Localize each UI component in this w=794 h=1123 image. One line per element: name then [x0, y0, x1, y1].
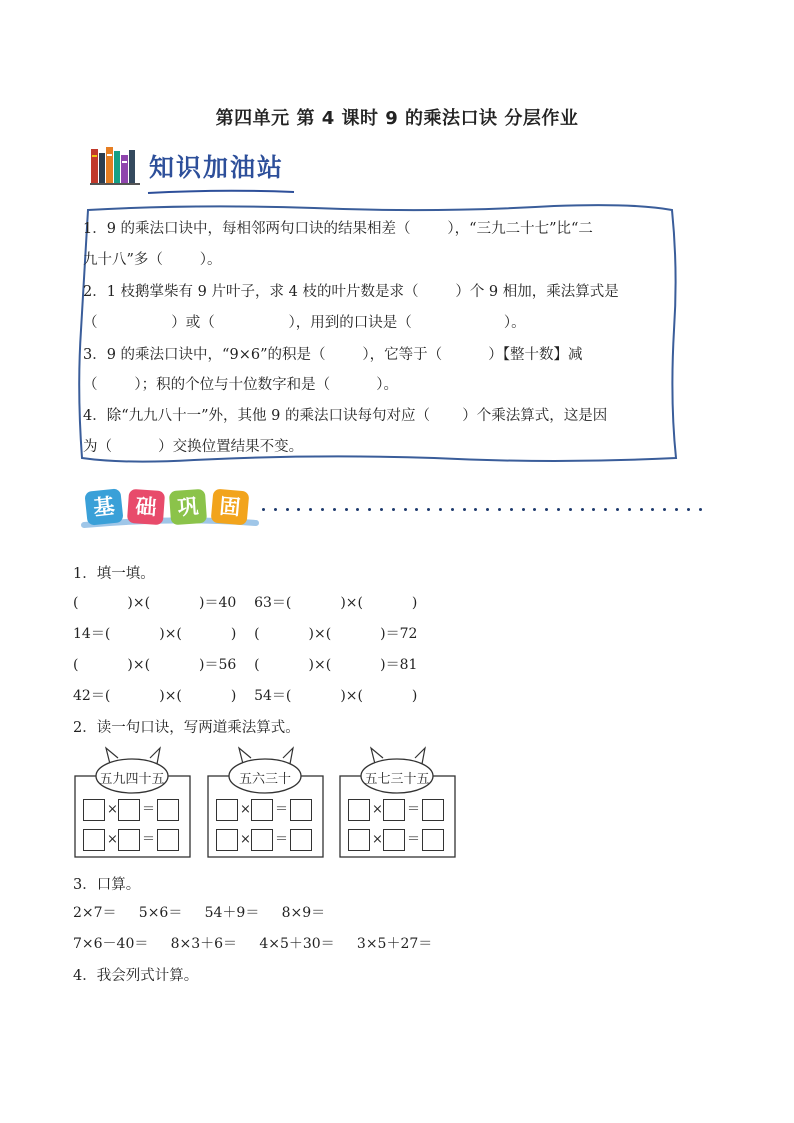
answer-box[interactable]: [83, 829, 105, 851]
knowledge-line-8: 为（ ）交换位置结果不变。: [83, 439, 304, 455]
divider-dot: [675, 508, 678, 511]
knowledge-line-5: 3．9 的乘法口诀中，“9×6”的积是（ ），它等于（ ）【整十数】减: [83, 347, 583, 363]
page-title: 第四单元 第 4 课时 9 的乘法口诀 分层作业: [215, 108, 579, 129]
divider-dot: [581, 508, 584, 511]
divider-dot: [687, 508, 690, 511]
answer-box[interactable]: [348, 829, 370, 851]
banner-tile-2: 础: [127, 489, 165, 525]
divider-dot: [604, 508, 607, 511]
divider-dot: [356, 508, 359, 511]
answer-box[interactable]: [118, 829, 140, 851]
divider-dot: [309, 508, 312, 511]
times-sign: ×: [107, 802, 118, 817]
knowledge-line-1: 1．9 的乘法口诀中，每相邻两句口诀的结果相差（ ），“三九二十七”比“二: [83, 221, 593, 237]
divider-dot: [463, 508, 466, 511]
answer-box[interactable]: [383, 799, 405, 821]
divider-dot: [557, 508, 560, 511]
divider-dot: [415, 508, 418, 511]
equals-sign: ＝: [142, 802, 156, 817]
q1-heading: 1．填一填。: [73, 566, 155, 582]
formula-card: [207, 746, 324, 858]
banner-tile-1: 基: [84, 488, 123, 526]
answer-box[interactable]: [422, 799, 444, 821]
divider-dot: [286, 508, 289, 511]
divider-dot: [651, 508, 654, 511]
equals-sign: ＝: [407, 802, 421, 817]
knowledge-line-2: 九十八”多（ ）。: [83, 252, 222, 268]
basics-banner: [80, 488, 260, 532]
divider-dot: [321, 508, 324, 511]
divider-dot: [345, 508, 348, 511]
divider-dot: [545, 508, 548, 511]
answer-box[interactable]: [422, 829, 444, 851]
divider-dot: [427, 508, 430, 511]
divider-dot: [628, 508, 631, 511]
answer-box[interactable]: [118, 799, 140, 821]
answer-box[interactable]: [216, 799, 238, 821]
divider-dot: [522, 508, 525, 511]
knowledge-line-6: （ ）；积的个位与十位数字和是（ ）。: [83, 377, 398, 393]
answer-box[interactable]: [383, 829, 405, 851]
q1-row-2: 14＝( )×( ) ( )×( )＝72: [73, 626, 418, 642]
knowledge-banner-title: 知识加油站: [149, 153, 285, 182]
divider-dot: [274, 508, 277, 511]
q1-row-4: 42＝( )×( ) 54＝( )×( ): [73, 688, 418, 704]
answer-box[interactable]: [290, 799, 312, 821]
divider-dot: [297, 508, 300, 511]
divider-dot: [474, 508, 477, 511]
card-label: 五七三十五: [364, 772, 430, 787]
banner-underline: [146, 180, 296, 186]
knowledge-line-3: 2．1 枝鹅掌柴有 9 片叶子，求 4 枝的叶片数是求（ ）个 9 相加，乘法算式是: [83, 284, 619, 300]
times-sign: ×: [240, 802, 251, 817]
times-sign: ×: [240, 832, 251, 847]
divider-dot: [392, 508, 395, 511]
times-sign: ×: [107, 832, 118, 847]
times-sign: ×: [372, 832, 383, 847]
knowledge-line-7: 4．除“九九八十一”外，其他 9 的乘法口诀每句对应（ ）个乘法算式，这是因: [83, 408, 608, 424]
divider-dot: [592, 508, 595, 511]
q3-row-2: 7×6－40＝ 8×3＋6＝ 4×5＋30＝ 3×5＋27＝: [73, 936, 433, 952]
card-label: 五九四十五: [99, 772, 165, 787]
answer-box[interactable]: [348, 799, 370, 821]
divider-dot: [498, 508, 501, 511]
equals-sign: ＝: [275, 832, 289, 847]
q2-heading: 2．读一句口诀，写两道乘法算式。: [73, 720, 300, 736]
answer-box[interactable]: [216, 829, 238, 851]
q3-row-1: 2×7＝ 5×6＝ 54＋9＝ 8×9＝: [73, 905, 326, 921]
books-icon: [90, 145, 142, 185]
answer-box[interactable]: [251, 829, 273, 851]
answer-box[interactable]: [251, 799, 273, 821]
knowledge-line-4: （ ）或（ ），用到的口诀是（ ）。: [83, 315, 526, 331]
divider-dot: [368, 508, 371, 511]
divider-dot: [486, 508, 489, 511]
divider-dot: [380, 508, 383, 511]
divider-dot: [616, 508, 619, 511]
dotted-divider: [262, 507, 712, 513]
divider-dot: [404, 508, 407, 511]
divider-dot: [663, 508, 666, 511]
divider-dot: [439, 508, 442, 511]
banner-tile-3: 巩: [169, 489, 207, 525]
divider-dot: [333, 508, 336, 511]
times-sign: ×: [372, 802, 383, 817]
divider-dot: [569, 508, 572, 511]
q3-heading: 3．口算。: [73, 877, 141, 893]
q4-heading: 4．我会列式计算。: [73, 968, 199, 984]
equals-sign: ＝: [407, 832, 421, 847]
formula-card: [74, 746, 191, 858]
divider-dot: [699, 508, 702, 511]
divider-dot: [640, 508, 643, 511]
divider-dot: [510, 508, 513, 511]
divider-dot: [533, 508, 536, 511]
formula-card: [339, 746, 456, 858]
equals-sign: ＝: [275, 802, 289, 817]
q1-row-3: ( )×( )＝56 ( )×( )＝81: [73, 657, 418, 673]
answer-box[interactable]: [157, 829, 179, 851]
q1-row-1: ( )×( )＝40 63＝( )×( ): [73, 595, 418, 611]
divider-dot: [451, 508, 454, 511]
answer-box[interactable]: [290, 829, 312, 851]
answer-box[interactable]: [157, 799, 179, 821]
card-label: 五六三十: [238, 772, 291, 787]
banner-tile-4: 固: [211, 488, 250, 525]
divider-dot: [262, 508, 265, 511]
equals-sign: ＝: [142, 832, 156, 847]
answer-box[interactable]: [83, 799, 105, 821]
knowledge-frame: [74, 200, 682, 468]
